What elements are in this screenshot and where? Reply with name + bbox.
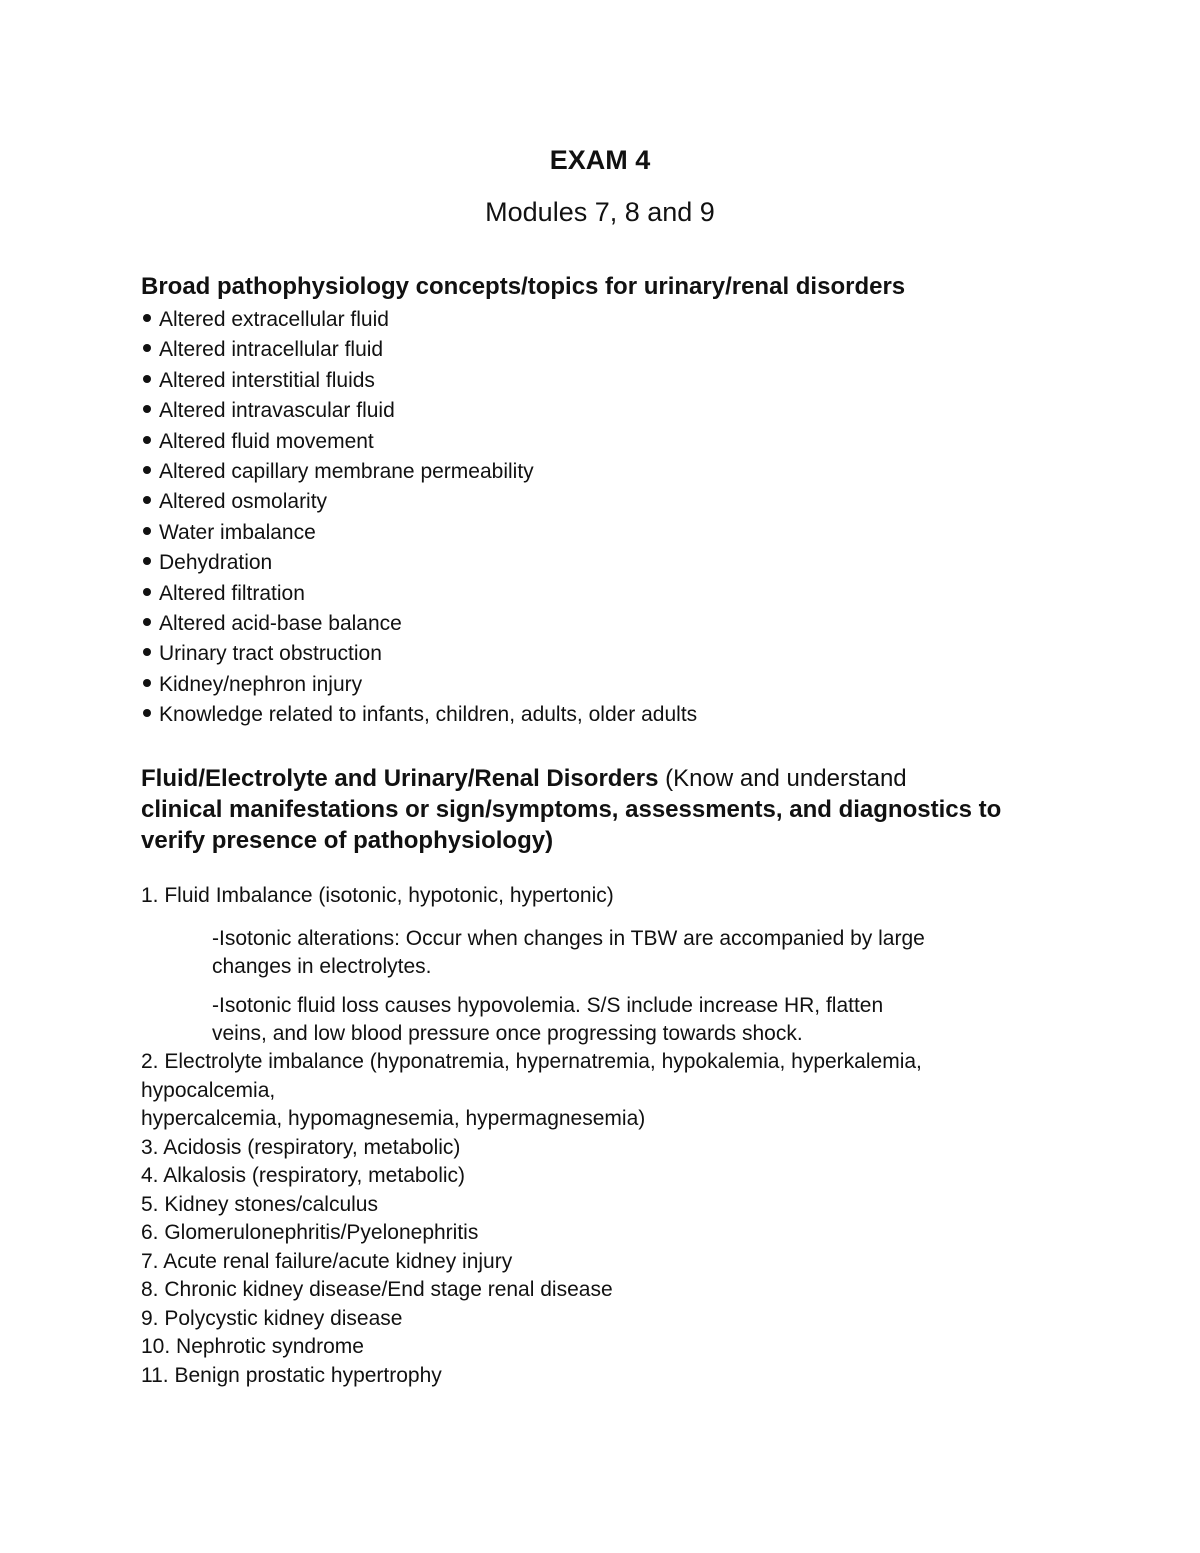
bullet-icon (143, 436, 151, 444)
list-item: Water imbalance (141, 518, 697, 548)
bullet-icon (143, 466, 151, 474)
section-heading-bold: Fluid/Electrolyte and Urinary/Renal Disorders (141, 765, 659, 792)
section-heading-line3: verify presence of pathophysiology) (141, 827, 554, 854)
list-item: 11. Benign prostatic hypertrophy (141, 1363, 442, 1387)
list-item: 4. Alkalosis (respiratory, metabolic) (141, 1164, 466, 1187)
bullet-icon (143, 405, 151, 413)
bullet-icon (143, 679, 151, 687)
section-heading-note: (Know and understand (658, 765, 907, 792)
list-item: 1. Fluid Imbalance (isotonic, hypotonic, hypertonic) (141, 884, 614, 907)
bullet-icon (143, 557, 151, 565)
bullet-icon (143, 709, 151, 717)
list-item-continuation: hypercalcemia, hypomagnesemia, hypermagnesemia) (141, 1107, 646, 1130)
list-item-continuation: hypocalcemia, (141, 1078, 276, 1102)
bullet-icon (143, 375, 151, 383)
list-item: Knowledge related to infants, children, adults, older adults (141, 700, 697, 730)
bullet-icon (143, 618, 151, 626)
disorders-list (141, 881, 1081, 1390)
list-item: 7. Acute renal failure/acute kidney injury (141, 1249, 513, 1273)
list-item: Altered filtration (141, 579, 697, 609)
list-item: 9. Polycystic kidney disease (141, 1306, 403, 1330)
page-title: EXAM 4 (549, 145, 651, 175)
note-line: -Isotonic alterations: Occur when changes in TBW are accompanied by large (212, 927, 925, 950)
list-item: 2. Electrolyte imbalance (hyponatremia, hypernatremia, hypokalemia, hyperkalemia, (141, 1050, 922, 1073)
list-item: Altered capillary membrane permeability (141, 457, 697, 487)
bullet-icon (143, 344, 151, 352)
section-heading-disorders (141, 763, 1061, 856)
bullet-icon (143, 648, 151, 656)
concepts-bullet-list (141, 305, 697, 730)
list-item: Altered interstitial fluids (141, 366, 697, 396)
bullet-icon (143, 527, 151, 535)
list-item: Urinary tract obstruction (141, 639, 697, 669)
bullet-icon (143, 588, 151, 596)
section-heading-line2: clinical manifestations or sign/symptoms, assessments, and diagnostics to (141, 796, 1002, 823)
list-item: Altered intravascular fluid (141, 396, 697, 426)
note-line: -Isotonic fluid loss causes hypovolemia. S/S include increase HR, flatten (212, 994, 884, 1017)
bullet-icon (143, 496, 151, 504)
list-item: 6. Glomerulonephritis/Pyelonephritis (141, 1221, 479, 1244)
bullet-icon (143, 314, 151, 322)
list-item: 5. Kidney stones/calculus (141, 1192, 378, 1216)
list-item: Altered intracellular fluid (141, 335, 697, 365)
list-item: Dehydration (141, 548, 697, 578)
note-line: changes in electrolytes. (212, 955, 432, 978)
list-item: 8. Chronic kidney disease/End stage renal disease (141, 1278, 613, 1301)
section-heading-broad-concepts: Broad pathophysiology concepts/topics for urinary/renal disorders (141, 273, 906, 300)
list-item: Altered extracellular fluid (141, 305, 697, 335)
list-item: Kidney/nephron injury (141, 670, 697, 700)
list-item: 3. Acidosis (respiratory, metabolic) (141, 1135, 461, 1159)
note-line: veins, and low blood pressure once progressing towards shock. (212, 1022, 803, 1045)
list-item: Altered osmolarity (141, 487, 697, 517)
list-item: Altered fluid movement (141, 427, 697, 457)
page-subtitle: Modules 7, 8 and 9 (485, 197, 715, 227)
list-item: 10. Nephrotic syndrome (141, 1335, 364, 1358)
list-item: Altered acid-base balance (141, 609, 697, 639)
